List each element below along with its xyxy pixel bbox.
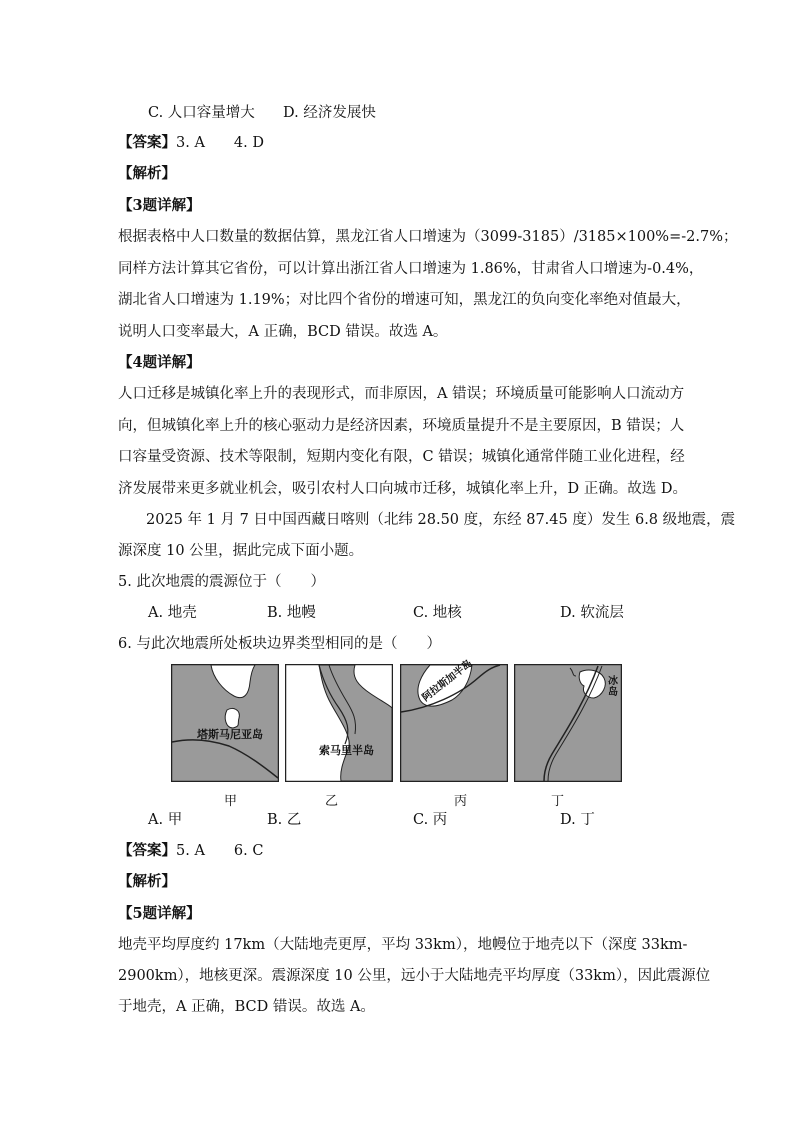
q4-line: 济发展带来更多就业机会，吸引农村人口向城市迁移，城镇化率上升，D 正确。故选 D。 bbox=[118, 481, 687, 497]
q5-line: 于地壳，A 正确，BCD 错误。故选 A。 bbox=[118, 999, 375, 1015]
q3-heading: 【3题详解】 bbox=[118, 197, 201, 214]
option-d: D. 经济发展快 bbox=[283, 105, 376, 121]
q3-line: 说明人口变率最大，A 正确，BCD 错误。故选 A。 bbox=[118, 324, 448, 340]
q6-option-d: D. 丁 bbox=[560, 812, 595, 828]
q6-option-a: A. 甲 bbox=[148, 812, 183, 828]
map-place-label: 阿拉斯加半岛 bbox=[420, 658, 475, 704]
q6-option-b: B. 乙 bbox=[267, 812, 302, 828]
q5-option-b: B. 地幔 bbox=[267, 605, 316, 621]
answer-text: 5. A 6. C bbox=[176, 843, 264, 859]
q5-option-c: C. 地核 bbox=[413, 605, 462, 621]
answer-label: 【答案】 bbox=[118, 842, 176, 859]
q4-line: 口容量受资源、技术等限制，短期内变化有限，C 错误；城镇化通常伴随工业化进程，经 bbox=[118, 449, 685, 465]
map-place-label: 塔斯马尼亚岛 bbox=[197, 728, 263, 741]
map-ding bbox=[514, 664, 622, 782]
q4-line: 人口迁移是城镇化率上升的表现形式，而非原因，A 错误；环境质量可能影响人口流动方 bbox=[118, 386, 685, 402]
q4-line: 向，但城镇化率上升的核心驱动力是经济因素，环境质量提升不是主要原因，B 错误；人 bbox=[118, 418, 685, 434]
map-jia bbox=[171, 664, 279, 782]
answer-line-2 bbox=[118, 842, 263, 860]
answer-label: 【答案】 bbox=[118, 134, 176, 151]
q3-line: 同样方法计算其它省份，可以计算出浙江省人口增速为 1.86%，甘肃省人口增速为-0.4%， bbox=[118, 261, 704, 277]
q3-line: 湖北省人口增速为 1.19%；对比四个省份的增速可知，黑龙江的负向变化率绝对值最大， bbox=[118, 292, 691, 308]
q5-question: 5. 此次地震的震源位于（ ） bbox=[118, 574, 325, 590]
map-caption-yi: 乙 bbox=[325, 794, 339, 809]
map-place-label: 冰岛 bbox=[608, 676, 618, 698]
q4-heading: 【4题详解】 bbox=[118, 354, 201, 371]
map-caption-bing: 丙 bbox=[454, 794, 468, 809]
q5-line: 2900km），地核更深。震源深度 10 公里，远小于大陆地壳平均厚度（33km），因此震源位 bbox=[118, 968, 711, 984]
map-yi bbox=[285, 664, 393, 782]
option-c: C. 人口容量增大 bbox=[148, 105, 255, 121]
q6-option-c: C. 丙 bbox=[413, 812, 448, 828]
intro-line: 2025 年 1 月 7 日中国西藏日喀则（北纬 28.50 度，东经 87.45 度）发生 6.8 级地震，震 bbox=[146, 512, 736, 528]
q5-line: 地壳平均厚度约 17km（大陆地壳更厚，平均 33km），地幔位于地壳以下（深度 33km- bbox=[118, 937, 688, 953]
answer-line bbox=[118, 134, 264, 152]
q3-line: 根据表格中人口数量的数据估算，黑龙江省人口增速为（3099-3185）/3185×100%=-2.7%； bbox=[118, 229, 738, 245]
map-caption-jia: 甲 bbox=[224, 794, 238, 809]
q5-option-a: A. 地壳 bbox=[148, 605, 197, 621]
q5-heading: 【5题详解】 bbox=[118, 905, 201, 922]
q6-question: 6. 与此次地震所处板块边界类型相同的是（ ） bbox=[118, 636, 441, 652]
answer-text: 3. A 4. D bbox=[176, 135, 264, 151]
intro-line: 源深度 10 公里，据此完成下面小题。 bbox=[118, 543, 364, 559]
map-caption-ding: 丁 bbox=[551, 794, 565, 809]
analysis-heading-2: 【解析】 bbox=[118, 873, 176, 890]
map-bing bbox=[400, 658, 508, 782]
q5-option-d: D. 软流层 bbox=[560, 605, 624, 621]
map-place-label: 索马里半岛 bbox=[319, 744, 374, 757]
analysis-heading: 【解析】 bbox=[118, 165, 176, 182]
